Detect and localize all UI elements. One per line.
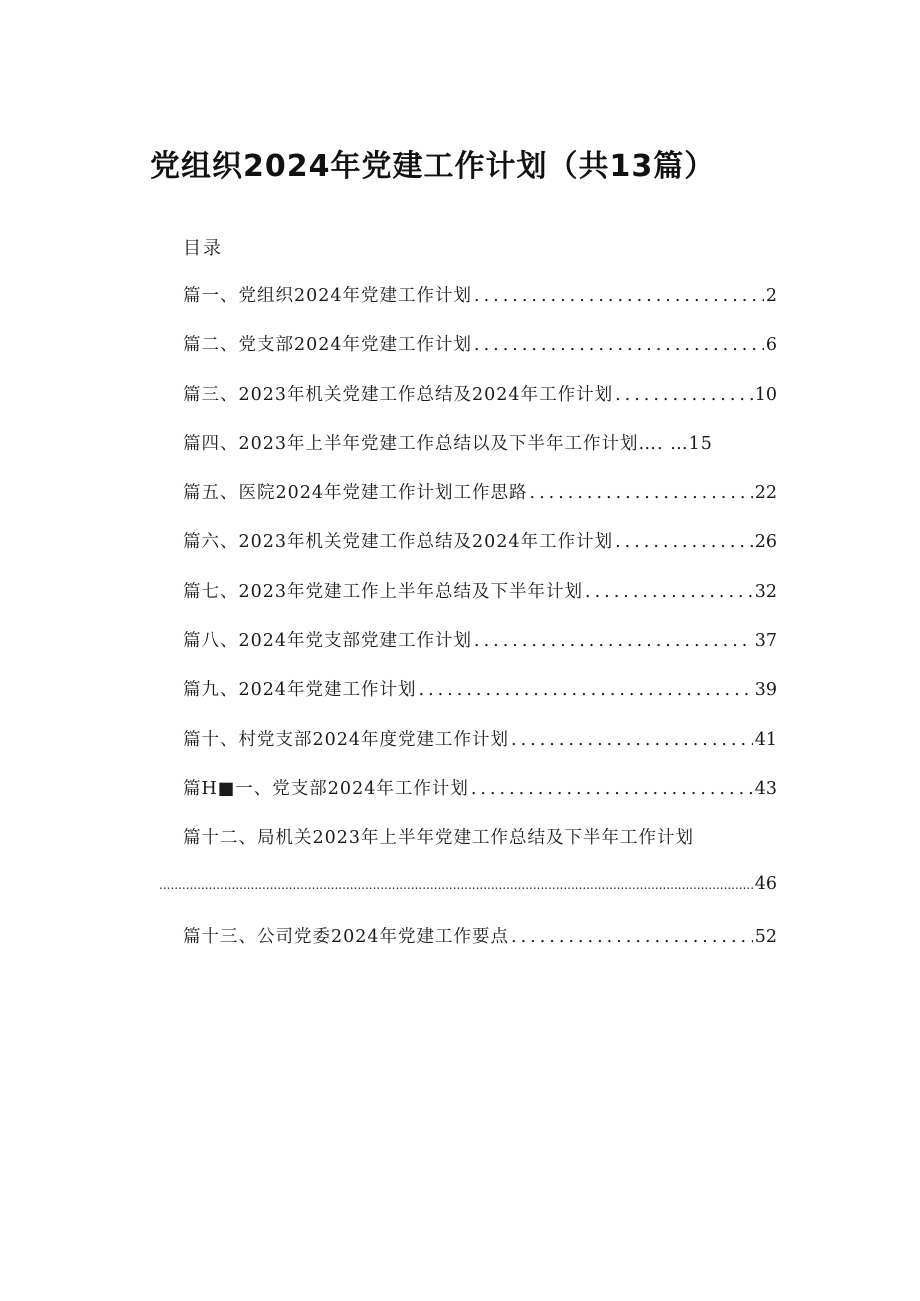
toc-page-number: 10 xyxy=(754,384,777,405)
toc-entry[interactable] xyxy=(183,430,777,479)
toc-entry[interactable] xyxy=(183,282,777,331)
toc-entry[interactable] xyxy=(183,923,777,972)
toc-page-number: 22 xyxy=(754,483,777,504)
toc-entry-title: 篇十、村党支部2024年度党建工作计划 xyxy=(183,729,510,750)
toc-dot-leader xyxy=(474,631,753,651)
toc-page-number: 32 xyxy=(754,581,777,602)
toc-dot-leader xyxy=(419,680,753,700)
toc-entry-title: 篇六、2023年机关党建工作总结及2024年工作计划 xyxy=(183,532,614,553)
toc-dot-leader xyxy=(615,532,753,552)
toc-page-number: 52 xyxy=(754,926,777,947)
toc-entry[interactable] xyxy=(183,627,777,676)
toc-page-number: 37 xyxy=(754,631,777,652)
toc-heading: 目录 xyxy=(183,238,223,259)
toc-dot-leader xyxy=(585,582,753,602)
toc-dot-leader xyxy=(615,385,753,405)
toc-page-number: 46 xyxy=(754,873,777,894)
toc-dot-leader xyxy=(511,927,753,947)
toc-entry-title: 篇十三、公司党委2024年党建工作要点 xyxy=(183,926,510,947)
toc-page-number: 39 xyxy=(754,680,777,701)
toc-entry[interactable] xyxy=(183,381,777,430)
toc-dot-leader xyxy=(159,878,755,892)
toc-entry-title: 篇十二、局机关2023年上半年党建工作总结及下半年工作计划 xyxy=(183,828,695,849)
toc-entry[interactable] xyxy=(183,331,777,380)
toc-entry-title: 篇五、医院2024年党建工作计划工作思路 xyxy=(183,483,528,504)
toc-entry-title: 篇四、2023年上半年党建工作总结以及下半年工作计划…. …15 xyxy=(183,433,713,454)
toc-entry-title: 篇七、2023年党建工作上半年总结及下半年计划 xyxy=(183,581,584,602)
toc-entry-title: 篇一、党组织2024年党建工作计划 xyxy=(183,286,473,306)
toc-dot-leader xyxy=(511,730,753,750)
toc-entry[interactable] xyxy=(183,676,777,725)
toc-page-number: 43 xyxy=(754,778,777,799)
toc-dot-leader xyxy=(474,286,764,306)
toc-entry[interactable] xyxy=(183,824,777,873)
toc-dot-leader xyxy=(474,335,764,355)
toc-entry-title: 篇H■一、党支部2024年工作计划 xyxy=(183,778,469,799)
toc-entry-title: 篇九、2024年党建工作计划 xyxy=(183,680,417,701)
toc-page-number: 26 xyxy=(754,532,777,553)
toc-page-number: 2 xyxy=(765,286,777,306)
toc-entry[interactable] xyxy=(183,578,777,627)
toc-page-number: 41 xyxy=(754,729,777,750)
toc-entry[interactable] xyxy=(183,726,777,775)
toc-page-number: 6 xyxy=(765,335,777,356)
toc-dot-leader xyxy=(471,779,753,799)
table-of-contents xyxy=(183,282,777,972)
toc-entry-continuation[interactable] xyxy=(159,874,777,923)
toc-entry-title: 篇八、2024年党支部党建工作计划 xyxy=(183,631,473,652)
toc-entry[interactable] xyxy=(183,775,777,824)
page-title: 党组织2024年党建工作计划（共13篇） xyxy=(150,149,716,184)
toc-dot-leader xyxy=(530,483,753,503)
toc-entry-title: 篇三、2023年机关党建工作总结及2024年工作计划 xyxy=(183,384,614,405)
toc-entry[interactable] xyxy=(183,479,777,528)
toc-entry[interactable] xyxy=(183,528,777,577)
toc-entry-title: 篇二、党支部2024年党建工作计划 xyxy=(183,335,473,356)
